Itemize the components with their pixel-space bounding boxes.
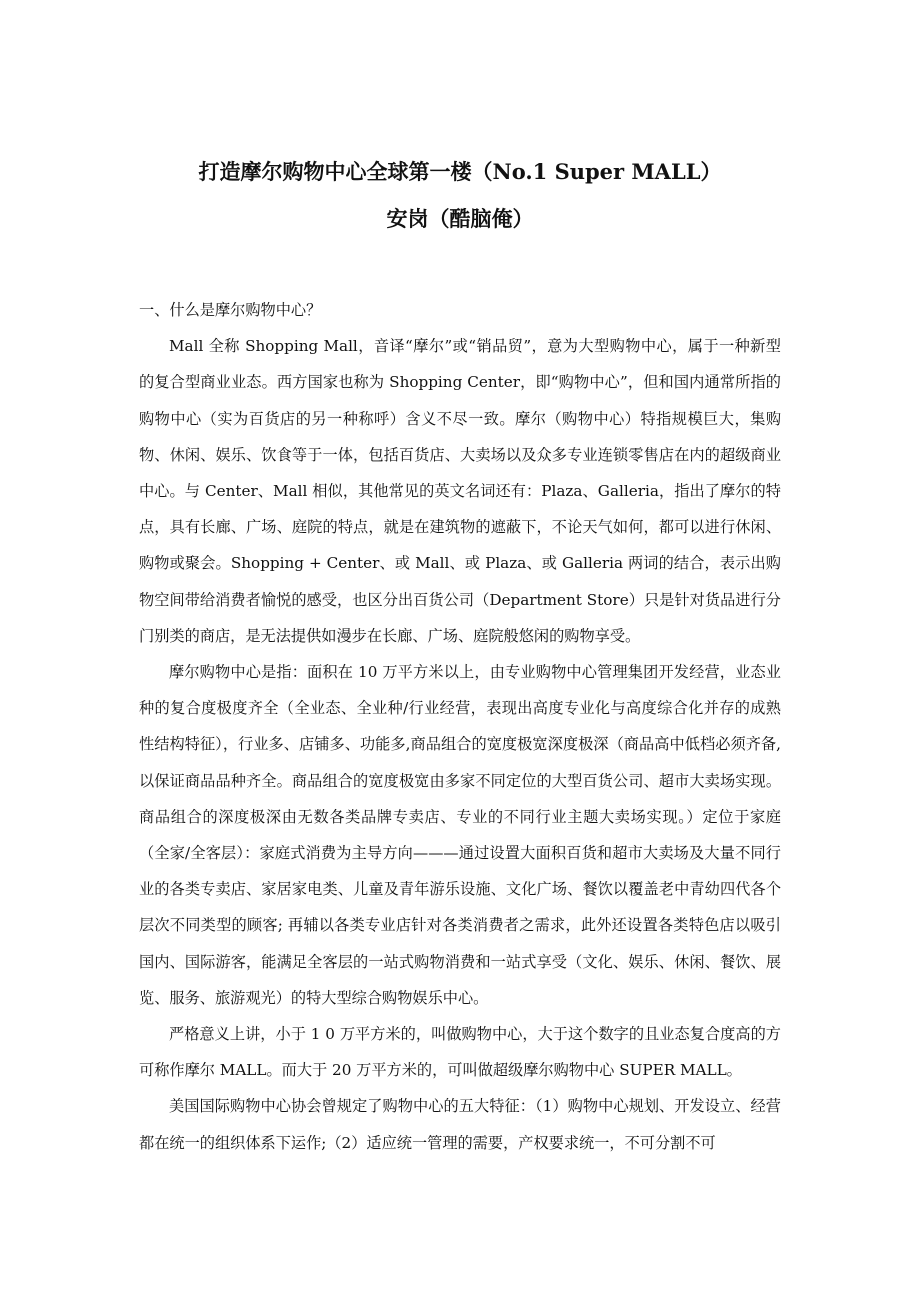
section-heading: 一、什么是摩尔购物中心？ bbox=[139, 301, 322, 319]
paragraph-five-features: 美国国际购物中心协会曾规定了购物中心的五大特征：（1）购物中心规划、开发设立、经营都在统一的组织体系下运作;（2）适应统一管理的需要，产权要求统一，不可分割不可 bbox=[139, 1097, 781, 1152]
document-body bbox=[139, 292, 781, 1161]
paragraph-mall-definition: Mall 全称 Shopping Mall，音译“摩尔”或“销品贸”，意为大型购物中心，属于一种新型的复合型商业业态。西方国家也称为 Shopping Center，即“购物中心”，但和国内通常所指的购物中心（实为百货店的另一种称呼）含义不尽一致。摩尔（购物中心）特指规模巨大，集购物、休闲、娱乐、饮食等于一体，包括百货店、大卖场以及众多专业连锁零售店在内的超级商业中心。与 Center、Mall 相似，其他常见的英文名词还有：Plaza、Galleria，指出了摩尔的特点，具有长廊、广场、庭院的特点，就是在建筑物的遮蔽下，不论天气如何，都可以进行休闲、购物或聚会。Shopping + Center、或 Mall、或 Plaza、或 Galleria 两词的结合，表示出购物空间带给消费者愉悦的感受，也区分出百货公司（Department Store）只是针对货品进行分门别类的商店，是无法提供如漫步在长廊、广场、庭院般悠闲的购物享受。 bbox=[139, 337, 781, 645]
document-title: 打造摩尔购物中心全球第一楼（No.1 Super MALL） bbox=[198, 159, 722, 184]
document-author: 安岗（酷脑俺） bbox=[386, 206, 534, 231]
paragraph-mall-characteristics: 摩尔购物中心是指：面积在 10 万平方米以上，由专业购物中心管理集团开发经营，业态业种的复合度极度齐全（全业态、全业种/行业经营，表现出高度专业化与高度综合化并存的成熟性结构特征），行业多、店铺多、功能多,商品组合的宽度极宽深度极深（商品高中低档必须齐备,以保证商品品种齐全。商品组合的宽度极宽由多家不同定位的大型百货公司、超市大卖场实现。商品组合的深度极深由无数各类品牌专卖店、专业的不同行业主题大卖场实现。）定位于家庭（全家/全客层）：家庭式消费为主导方向———通过设置大面积百货和超市大卖场及大量不同行业的各类专卖店、家居家电类、儿童及青年游乐设施、文化广场、餐饮以覆盖老中青幼四代各个层次不同类型的顾客; 再辅以各类专业店针对各类消费者之需求，此外还设置各类特色店以吸引国内、国际游客，能满足全客层的一站式购物消费和一站式享受（文化、娱乐、休闲、餐饮、展览、服务、旅游观光）的特大型综合购物娱乐中心。 bbox=[139, 663, 781, 1007]
paragraph-size-criteria: 严格意义上讲，小于 1 0 万平方米的，叫做购物中心，大于这个数字的且业态复合度高的方可称作摩尔 MALL。而大于 20 万平方米的，可叫做超级摩尔购物中心 SUPER MALL。 bbox=[139, 1025, 781, 1080]
